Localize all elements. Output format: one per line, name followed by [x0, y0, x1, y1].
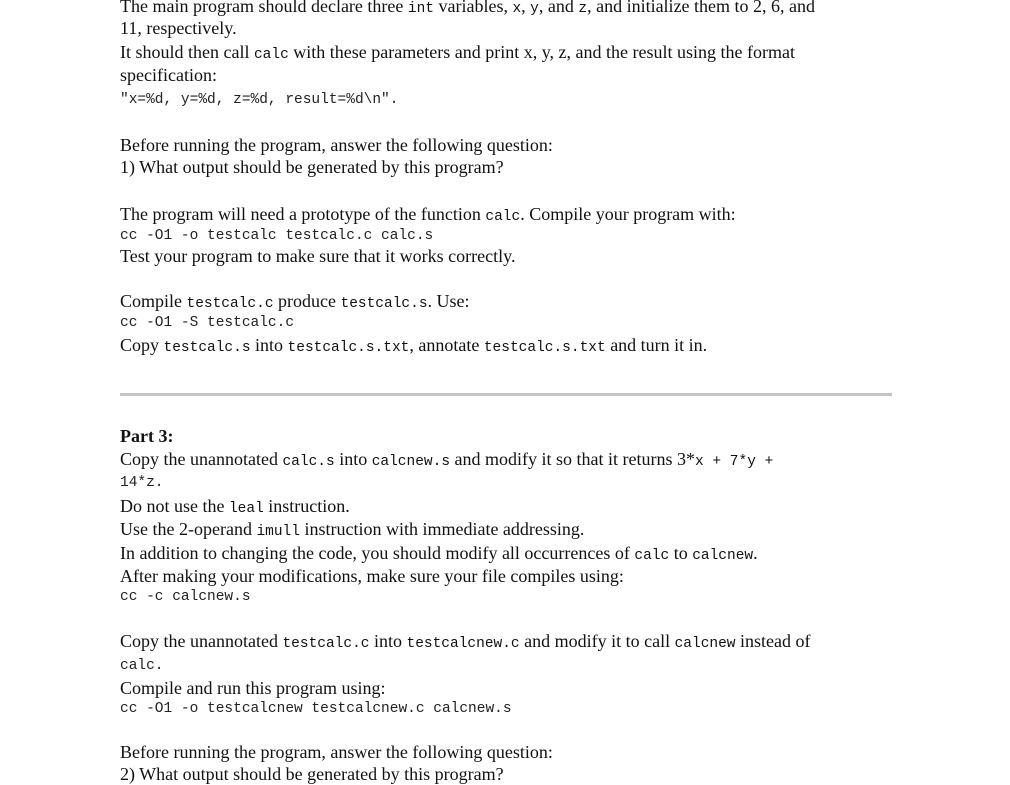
- code-calcnew: calcnew: [692, 548, 754, 564]
- code-calc: calc: [634, 548, 670, 564]
- copy2-line-3: Compile and run this program using:: [120, 678, 386, 698]
- text: It should then call: [120, 42, 254, 62]
- text: into: [334, 449, 372, 469]
- text: produce: [273, 291, 341, 311]
- text: 3*: [677, 449, 695, 469]
- code-file: testcalc.c: [186, 296, 274, 312]
- text: into: [369, 631, 407, 651]
- text: In addition to changing the code, you should modify all occurrences of: [120, 543, 635, 563]
- code-instr: imull: [256, 524, 300, 540]
- text: and modify it to call: [519, 631, 675, 651]
- part3-heading: [120, 425, 173, 447]
- q1-line-2: 1) What output should be generated by this program?: [120, 157, 504, 177]
- part3-line-1: [120, 448, 773, 473]
- text: , annotate: [409, 335, 484, 355]
- text: , and: [538, 0, 579, 16]
- code-file: testcalcnew.c: [406, 636, 520, 652]
- code-calc: calc: [485, 209, 521, 225]
- code-instr: leal: [228, 501, 264, 517]
- code-file: calc.s: [282, 454, 335, 470]
- code-expression: x + 7*y +: [695, 454, 774, 470]
- part3-command: cc -c calcnew.s: [120, 589, 251, 605]
- code-z: z: [578, 1, 588, 17]
- text: Copy the unannotated: [120, 449, 283, 469]
- section-divider: [120, 393, 892, 396]
- part3-line-3: [120, 495, 350, 520]
- text: ,: [521, 0, 531, 16]
- text: The program will need a prototype of the function: [120, 204, 486, 224]
- copy2-command: cc -O1 -o testcalcnew testcalcnew.c calcnew.s: [120, 701, 512, 717]
- compile-command: cc -O1 -S testcalc.c: [120, 315, 295, 331]
- code-int: int: [407, 1, 434, 17]
- part3-line-4: [120, 518, 584, 543]
- code-file: testcalc.c: [282, 636, 370, 652]
- part3-line-2: 14*z.: [120, 475, 164, 491]
- code-file: calcnew.s: [371, 454, 451, 470]
- code-file: testcalc.s: [163, 340, 251, 356]
- intro-line-3: [120, 41, 795, 66]
- code-file: testcalc.s.txt: [287, 340, 410, 356]
- text: to: [669, 543, 693, 563]
- text: variables,: [434, 0, 513, 16]
- intro-line-4: specification:: [120, 65, 217, 85]
- text: and turn it in.: [605, 335, 708, 355]
- text: The main program should declare three: [120, 0, 408, 16]
- text: instead of: [735, 631, 811, 651]
- text: Use the 2-operand: [120, 519, 257, 539]
- part3-line-6: After making your modifications, make sure your file compiles using:: [120, 566, 624, 586]
- code-file: testcalc.s: [340, 296, 428, 312]
- q2-line-1: Before running the program, answer the following question:: [120, 742, 553, 762]
- heading-text: Part 3:: [120, 426, 174, 446]
- text: into: [250, 335, 288, 355]
- compile-line-3: [120, 334, 707, 359]
- text: and modify it so that it returns: [450, 449, 677, 469]
- text: , and initialize them to 2, 6, and: [587, 0, 816, 16]
- part3-line-5: [120, 542, 758, 567]
- code-y: y: [530, 1, 539, 17]
- text: Do not use the: [120, 496, 229, 516]
- code-calcnew: calcnew: [674, 636, 736, 652]
- q2-line-2: 2) What output should be generated by this program?: [120, 764, 504, 784]
- copy2-line-2: calc.: [120, 658, 164, 674]
- text: Copy: [120, 335, 164, 355]
- proto-line-3: Test your program to make sure that it works correctly.: [120, 246, 516, 266]
- code-calc: calc: [253, 47, 289, 63]
- proto-command: cc -O1 -o testcalc testcalc.c calc.s: [120, 228, 434, 244]
- copy2-line-1: [120, 630, 811, 655]
- text: with these parameters and print x, y, z, and the result using the format: [288, 42, 795, 62]
- text: . Compile your program with:: [520, 204, 736, 224]
- text: Copy the unannotated: [120, 631, 283, 651]
- text: Compile: [120, 291, 187, 311]
- text: instruction.: [263, 496, 350, 516]
- code-x: x: [512, 1, 522, 17]
- text: . Use:: [427, 291, 470, 311]
- text: .: [753, 543, 758, 563]
- q1-line-1: Before running the program, answer the following question:: [120, 135, 553, 155]
- code-file: testcalc.s.txt: [483, 340, 606, 356]
- text: instruction with immediate addressing.: [299, 519, 585, 539]
- intro-line-2: 11, respectively.: [120, 18, 237, 38]
- format-spec: "x=%d, y=%d, z=%d, result=%d\n".: [120, 92, 399, 108]
